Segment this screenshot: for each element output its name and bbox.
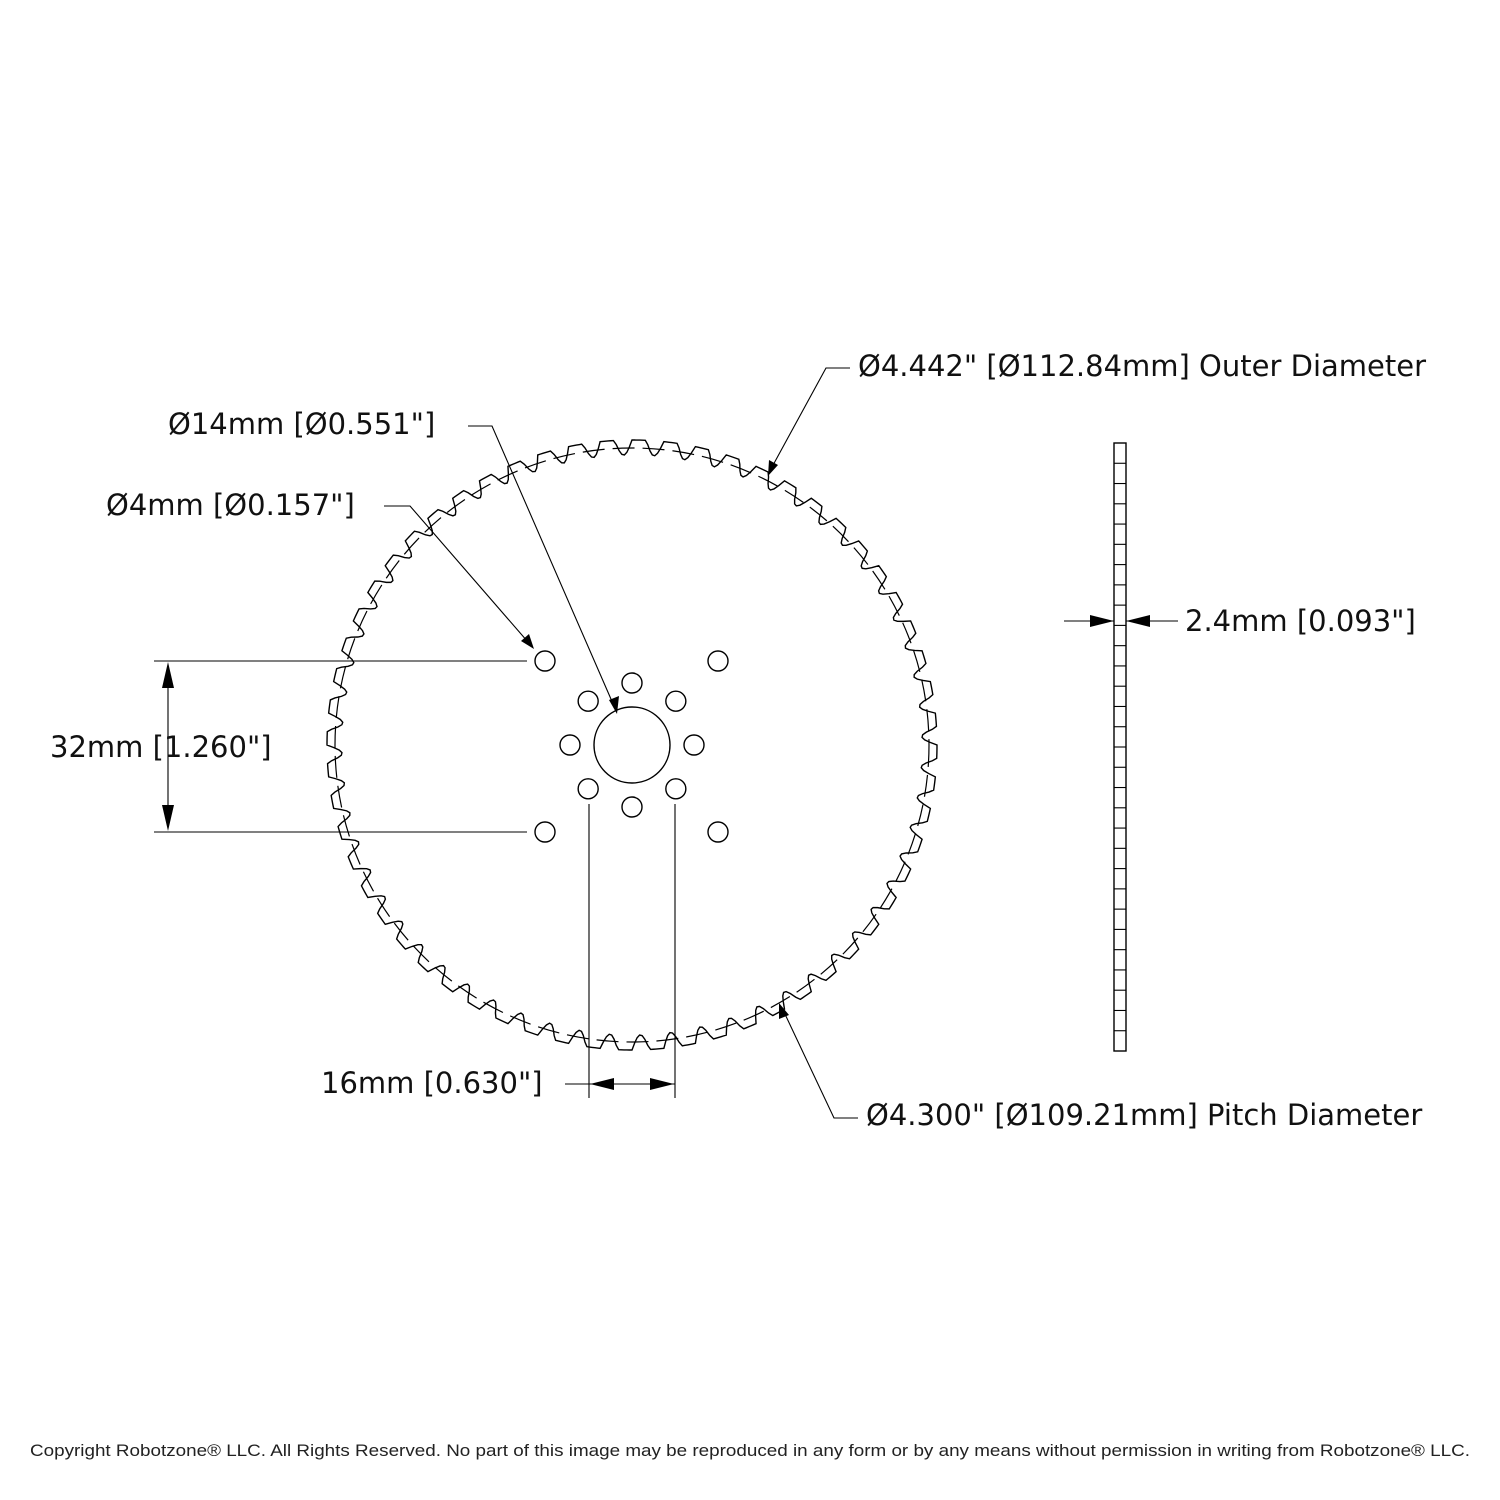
bolt-hole xyxy=(622,797,642,817)
bolt-hole xyxy=(560,735,580,755)
pitch-circle xyxy=(335,448,929,1042)
vertical-spacing-label: 32mm [1.260"] xyxy=(50,730,272,764)
mount-hole-top-right xyxy=(708,651,728,671)
vertical-spacing-dimension xyxy=(50,661,527,832)
bolt-hole-pattern xyxy=(560,673,704,817)
bolt-hole xyxy=(666,691,686,711)
horizontal-spacing-label: 16mm [0.630"] xyxy=(321,1066,543,1100)
horizontal-spacing-dimension xyxy=(321,804,675,1100)
bolt-hole xyxy=(578,691,598,711)
bolt-hole xyxy=(666,779,686,799)
copyright-notice: Copyright Robotzone® LLC. All Rights Reserved. No part of this image may be reproduced in any form or by any means without permission in writing from Robotzone® LLC. xyxy=(30,1441,1470,1460)
bolt-hole xyxy=(578,779,598,799)
outer-diameter-label: Ø4.442" [Ø112.84mm] Outer Diameter xyxy=(858,349,1426,383)
pitch-diameter-label: Ø4.300" [Ø109.21mm] Pitch Diameter xyxy=(866,1098,1423,1132)
small-hole-dimension xyxy=(106,488,534,649)
center-bore-hole xyxy=(594,707,670,783)
gear-side-tooth-lines xyxy=(1114,463,1126,1030)
bolt-hole xyxy=(684,735,704,755)
gear-tooth-outline xyxy=(327,440,937,1050)
mount-hole-top-left xyxy=(535,651,555,671)
mount-hole-bottom-right xyxy=(708,822,728,842)
center-bore-label: Ø14mm [Ø0.551"] xyxy=(168,407,436,441)
thickness-label: 2.4mm [0.093"] xyxy=(1185,604,1416,638)
outer-diameter-dimension xyxy=(768,349,1426,476)
thickness-dimension xyxy=(1064,604,1416,638)
gear-side-view xyxy=(1114,443,1126,1051)
bolt-hole xyxy=(622,673,642,693)
small-hole-label: Ø4mm [Ø0.157"] xyxy=(106,488,355,522)
mount-hole-bottom-left xyxy=(535,822,555,842)
pitch-diameter-dimension xyxy=(779,1003,1422,1132)
gear-front-view xyxy=(327,440,937,1050)
